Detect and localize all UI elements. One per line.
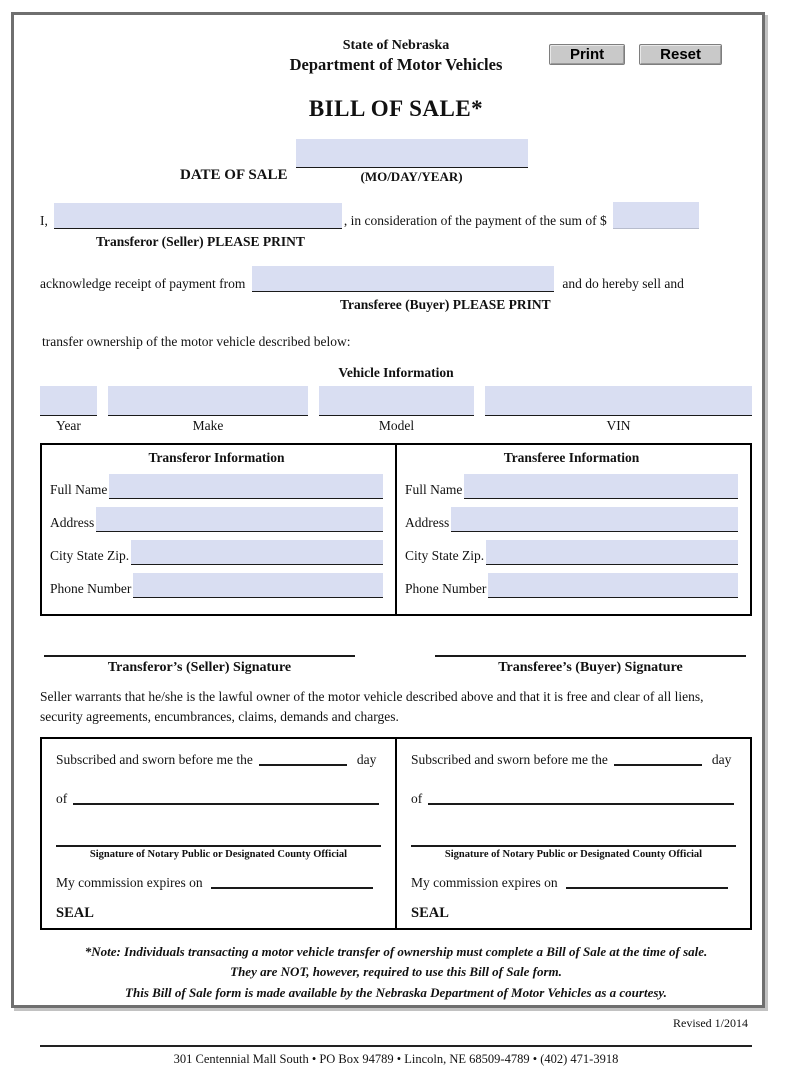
footer-address: 301 Centennial Mall South • PO Box 94789 • Lincoln, NE 68509-4789 • (402) 471-3918 — [40, 1045, 752, 1067]
consideration-text: , in consideration of the payment of the sum of $ — [343, 213, 607, 229]
form-buttons — [549, 44, 722, 65]
vehicle-year-label: Year — [56, 418, 81, 434]
signatures-row — [44, 655, 746, 676]
seller-print-caption: Transferor (Seller) PLEASE PRINT — [96, 234, 305, 250]
buyer-commission-label: My commission expires on — [411, 875, 558, 891]
vehicle-model-label: Model — [378, 418, 415, 434]
seller-day-suffix: day — [356, 752, 377, 768]
form-title: BILL OF SALE* — [308, 96, 484, 122]
transferee-full-name-field[interactable] — [464, 474, 738, 499]
buyer-seal-label: SEAL — [411, 905, 449, 922]
seller-declaration-row — [40, 202, 752, 229]
date-of-sale-row — [180, 139, 752, 185]
state-name: State of Nebraska — [342, 38, 450, 53]
seller-notary-signature-caption: Signature of Notary Public or Designated County Official — [89, 849, 348, 861]
sum-field[interactable] — [613, 202, 699, 229]
transferee-city-state-zip-field[interactable] — [486, 540, 738, 565]
seller-seal-label: SEAL — [56, 905, 94, 922]
form-page — [11, 12, 765, 1066]
transferee-info-cell — [395, 445, 750, 614]
transferee-phone-field[interactable] — [488, 573, 738, 598]
transferor-address-label: Address — [50, 515, 95, 531]
seller-signature-label: Transferor’s (Seller) Signature — [107, 660, 292, 676]
transferee-phone-label: Phone Number — [405, 581, 487, 597]
print-button[interactable]: Print — [549, 44, 625, 65]
date-of-sale-field[interactable] — [296, 139, 528, 168]
seller-sworn-text: Subscribed and sworn before me the — [56, 752, 253, 768]
reset-button[interactable]: Reset — [639, 44, 722, 65]
buyer-signature-line — [435, 655, 746, 657]
seller-name-field[interactable] — [54, 203, 342, 229]
buyer-notary-signature-caption: Signature of Notary Public or Designated County Official — [444, 849, 703, 861]
vehicle-vin-field[interactable] — [485, 386, 752, 416]
warranty-text: Seller warrants that he/she is the lawful owner of the motor vehicle described above and that it is free and clear of all liens, security agreements, encumbrances, claims, demands and charges. — [40, 689, 704, 724]
seller-commission-blank — [211, 887, 373, 889]
seller-notary-cell — [42, 739, 395, 928]
date-format-hint: (MO/DAY/YEAR) — [360, 169, 463, 185]
buyer-day-suffix: day — [711, 752, 732, 768]
seller-commission-label: My commission expires on — [56, 875, 203, 891]
transferee-address-label: Address — [405, 515, 450, 531]
date-of-sale-label: DATE OF SALE — [180, 167, 288, 184]
seller-sworn-day-blank — [259, 764, 347, 766]
footnote — [40, 942, 752, 1002]
footnote-line-3: This Bill of Sale form is made available by the Nebraska Department of Motor Vehicles as a courtesy. — [125, 984, 667, 1000]
seller-notary-signature-line — [56, 845, 381, 847]
buyer-notary-cell — [395, 739, 750, 928]
buyer-sworn-text: Subscribed and sworn before me the — [411, 752, 608, 768]
transferor-city-state-zip-field[interactable] — [131, 540, 383, 565]
buyer-print-caption: Transferee (Buyer) PLEASE PRINT — [340, 297, 551, 313]
transferee-info-heading: Transferee Information — [503, 450, 640, 466]
buyer-sworn-day-blank — [614, 764, 702, 766]
vehicle-make-label: Make — [192, 418, 224, 434]
vehicle-vin-label: VIN — [606, 418, 631, 434]
transferee-address-field[interactable] — [451, 507, 738, 532]
buyer-of-label: of — [411, 791, 423, 807]
transferor-city-state-zip-label: City State Zip. — [50, 548, 130, 564]
transfer-ownership-text: transfer ownership of the motor vehicle described below: — [42, 334, 351, 350]
seller-of-blank — [73, 803, 379, 805]
sell-text: and do hereby sell and — [562, 276, 684, 292]
transferor-phone-field[interactable] — [133, 573, 383, 598]
transferor-full-name-label: Full Name — [50, 482, 108, 498]
buyer-commission-blank — [566, 887, 728, 889]
vehicle-year-field[interactable] — [40, 386, 97, 416]
vehicle-make-field[interactable] — [108, 386, 308, 416]
buyer-of-blank — [428, 803, 734, 805]
notary-table — [40, 737, 752, 930]
transferor-phone-label: Phone Number — [50, 581, 132, 597]
transferee-city-state-zip-label: City State Zip. — [405, 548, 485, 564]
payment-receipt-row — [40, 266, 752, 292]
buyer-notary-signature-line — [411, 845, 736, 847]
parties-info-table — [40, 443, 752, 616]
revision-date: Revised 1/2014 — [673, 1015, 748, 1030]
buyer-signature-label: Transferee’s (Buyer) Signature — [498, 660, 683, 676]
i-prefix: I, — [40, 213, 48, 229]
transferor-info-heading: Transferor Information — [148, 450, 285, 466]
transferee-full-name-label: Full Name — [405, 482, 463, 498]
vehicle-model-field[interactable] — [319, 386, 474, 416]
transferor-full-name-field[interactable] — [109, 474, 383, 499]
footnote-line-2: They are NOT, however, required to use this Bill of Sale form. — [230, 964, 562, 980]
transferor-info-cell — [42, 445, 395, 614]
vehicle-info-heading: Vehicle Information — [338, 365, 454, 381]
transferor-address-field[interactable] — [96, 507, 383, 532]
department-name: Department of Motor Vehicles — [289, 54, 503, 74]
footnote-line-1: *Note: Individuals transacting a motor vehicle transfer of ownership must complete a Bill of Sale at the time of sale. — [84, 944, 708, 960]
seller-signature-line — [44, 655, 355, 657]
seller-of-label: of — [56, 791, 68, 807]
receipt-text: acknowledge receipt of payment from — [40, 276, 246, 292]
vehicle-fields-row — [40, 386, 752, 434]
payment-from-field[interactable] — [252, 266, 554, 292]
